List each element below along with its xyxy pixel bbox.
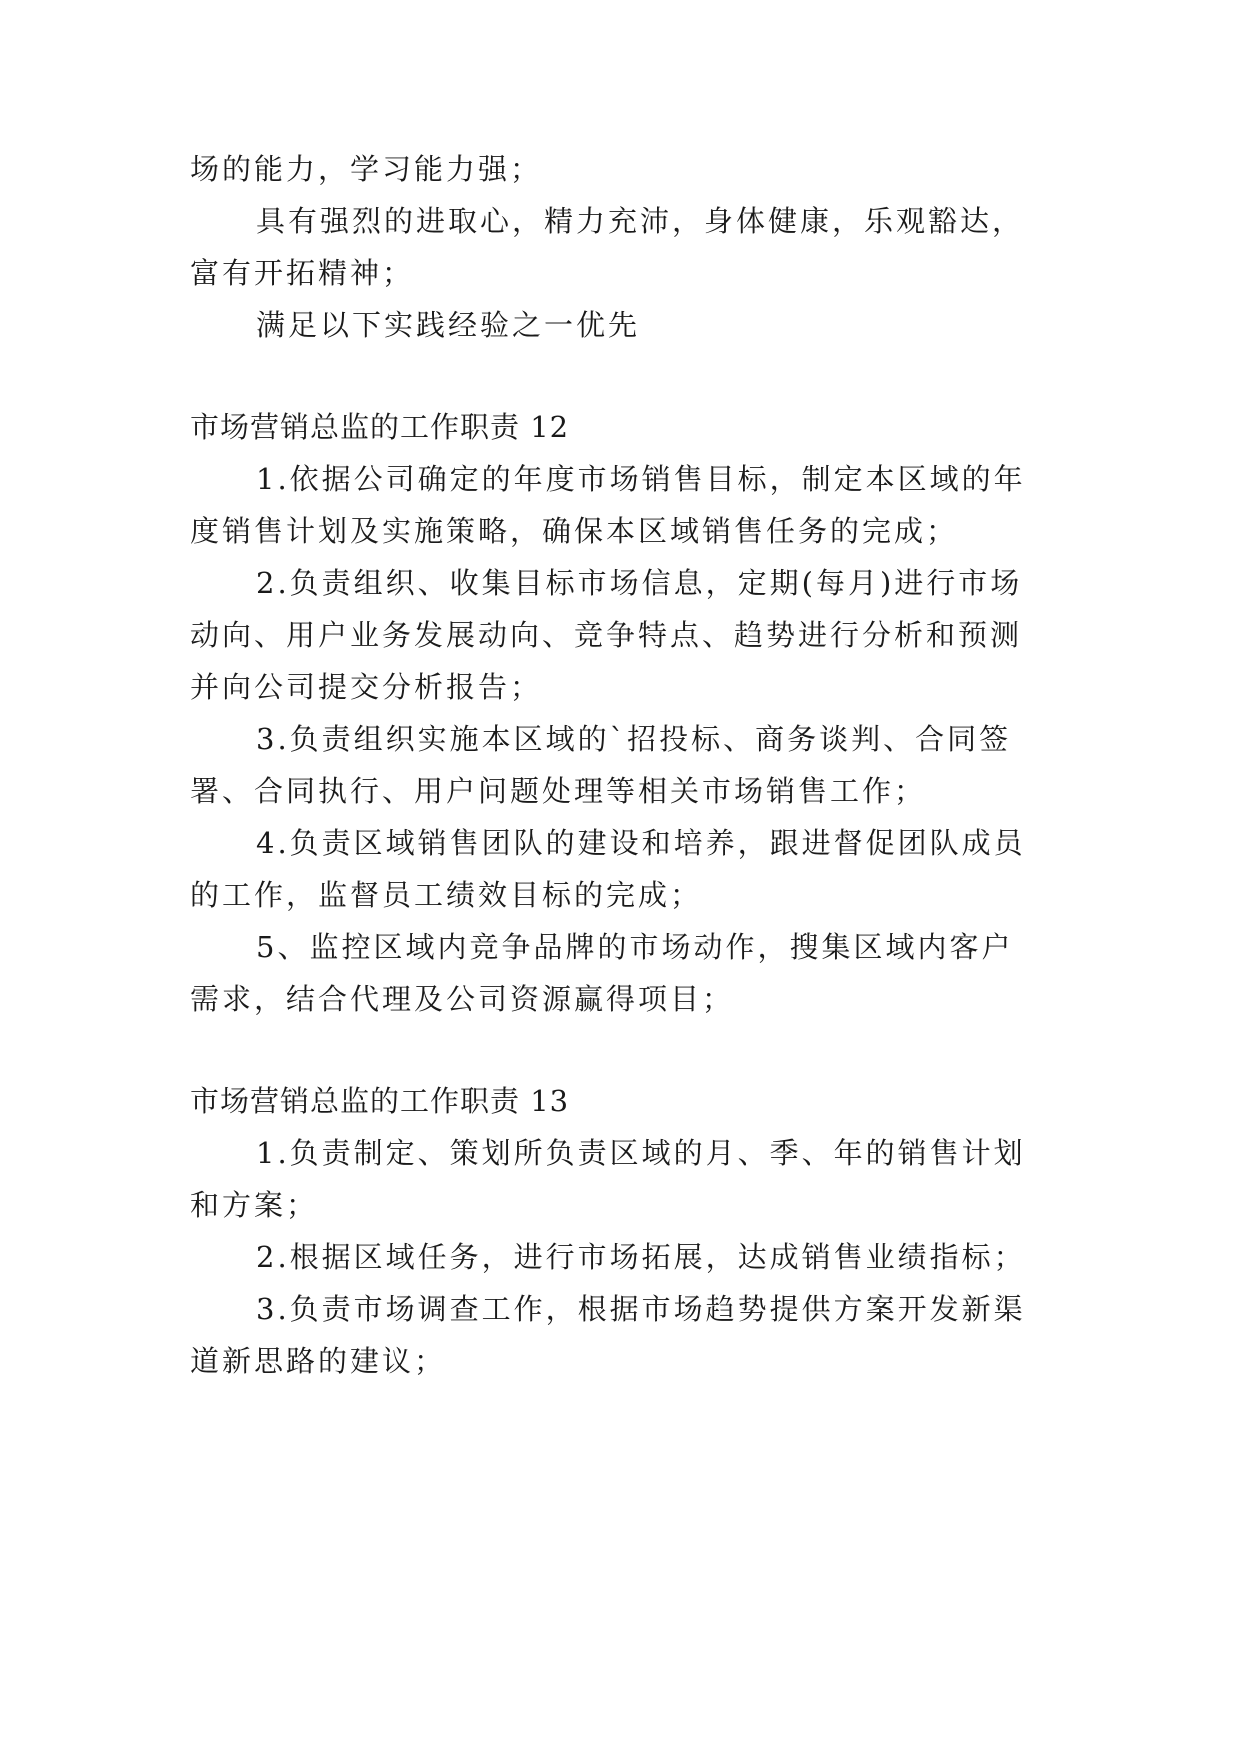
intro-line: 场的能力，学习能力强； [190,152,543,186]
paragraph-line: 动向、用户业务发展动向、竞争特点、趋势进行分析和预测 [190,618,1023,652]
paragraph-line: 道新思路的建议； [190,1344,447,1378]
section-heading: 市场营销总监的工作职责 13 [190,1084,570,1118]
intro-line: 具有强烈的进取心，精力充沛，身体健康，乐观豁达， [256,204,1025,238]
paragraph-line: 署、合同执行、用户问题处理等相关市场销售工作； [190,774,927,808]
paragraph-line: 1.负责制定、策划所负责区域的月、季、年的销售计划 [256,1136,1026,1170]
paragraph-line: 度销售计划及实施策略，确保本区域销售任务的完成； [190,514,959,548]
intro-line: 满足以下实践经验之一优先 [256,308,641,342]
paragraph-line: 的工作，监督员工绩效目标的完成； [190,878,703,912]
paragraph-line: 4.负责区域销售团队的建设和培养，跟进督促团队成员 [256,826,1026,860]
paragraph-line: 和方案； [190,1188,319,1222]
section-heading: 市场营销总监的工作职责 12 [190,410,570,444]
paragraph-line: 5、监控区域内竞争品牌的市场动作，搜集区域内客户 [256,930,1014,964]
intro-line: 富有开拓精神； [190,256,415,290]
paragraph-line: 需求，结合代理及公司资源赢得项目； [190,982,735,1016]
paragraph-line: 3.负责组织实施本区域的`招投标、商务谈判、合同签 [256,722,1012,756]
paragraph-line: 并向公司提交分析报告； [190,670,543,704]
paragraph-line: 2.根据区域任务，进行市场拓展，达成销售业绩指标； [256,1240,1026,1274]
paragraph-line: 3.负责市场调查工作，根据市场趋势提供方案开发新渠 [256,1292,1026,1326]
paragraph-line: 1.依据公司确定的年度市场销售目标，制定本区域的年 [256,462,1026,496]
paragraph-line: 2.负责组织、收集目标市场信息，定期(每月)进行市场 [256,566,1023,600]
